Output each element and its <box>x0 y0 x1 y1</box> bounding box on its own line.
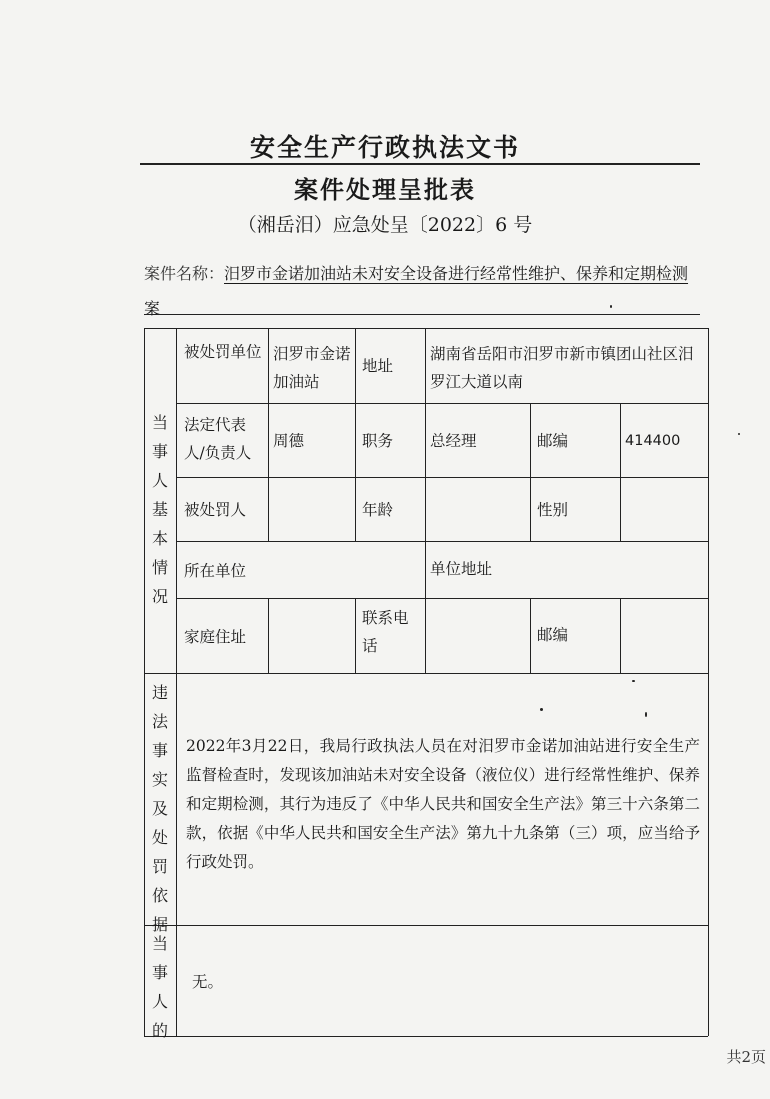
scan-speck <box>645 712 647 717</box>
table-border-top <box>144 328 708 329</box>
case-name-value: 汨罗市金诺加油站未对安全设备进行经常性维护、保养和定期检测 <box>224 264 689 283</box>
scan-speck <box>632 680 635 682</box>
address-label: 地址 <box>362 357 394 375</box>
row-divider <box>176 403 708 404</box>
position-value: 总经理 <box>430 432 477 450</box>
col-divider <box>268 598 269 673</box>
party-section-label: 当事人基本情况 <box>151 413 168 606</box>
postcode2-label: 邮编 <box>537 626 569 644</box>
case-name-label: 案件名称： <box>144 264 225 283</box>
punished-unit-value: 汨罗市金诺加油站 <box>273 345 351 391</box>
address-value: 湖南省岳阳市汨罗市新市镇团山社区汨罗江大道以南 <box>430 345 694 391</box>
col-divider <box>530 598 531 673</box>
page-count: 共2页 <box>726 1048 766 1066</box>
col-divider <box>425 328 426 673</box>
age-label: 年龄 <box>362 501 394 519</box>
section-column-divider <box>176 328 177 1036</box>
legal-rep-value: 周德 <box>273 432 305 450</box>
facts-text: 2022年3月22日，我局行政执法人员在对汨罗市金诺加油站进行安全生产监督检查时，发现该加油站未对安全设备（液位仪）进行经常性维护、保养和定期检测，其行为违反了《中华人民共和国安全生产法》第三十六条第二款，依据《中华人民共和国安全生产法》第九十九条第（三）项，应当给予行政处罚。 <box>186 737 700 871</box>
table-border-left <box>144 328 145 1036</box>
facts-section-label: 违法事实及处罚依据 <box>151 683 168 934</box>
document-title: 安全生产行政执法文书 <box>249 133 520 162</box>
scan-speck <box>610 305 612 308</box>
col-divider <box>355 328 356 541</box>
col-divider <box>620 403 621 541</box>
punished-unit-label: 被处罚单位 <box>184 343 262 361</box>
statement-text: 无。 <box>192 973 224 991</box>
punished-person-label: 被处罚人 <box>184 501 247 519</box>
row-divider <box>176 477 708 478</box>
row-divider <box>176 541 708 542</box>
legal-rep-label: 法定代表人/负责人 <box>184 416 252 462</box>
home-address-label: 家庭住址 <box>184 628 247 646</box>
scan-speck <box>738 433 740 435</box>
gender-label: 性别 <box>537 501 569 519</box>
col-divider <box>620 598 621 673</box>
scan-speck <box>540 708 543 711</box>
phone-label: 联系电话 <box>362 609 409 655</box>
row-divider <box>176 598 708 599</box>
col-divider <box>530 403 531 541</box>
form-title: 案件处理呈批表 <box>294 175 476 204</box>
section-divider <box>144 925 708 926</box>
table-border-bottom <box>144 1036 708 1037</box>
document-number: （湘岳汨）应急处呈〔2022〕6 号 <box>237 214 533 236</box>
employer-address-label: 单位地址 <box>430 560 493 578</box>
postcode-value: 414400 <box>625 433 681 449</box>
col-divider <box>268 328 269 541</box>
position-label: 职务 <box>362 432 394 450</box>
postcode-label: 邮编 <box>537 432 569 450</box>
employer-label: 所在单位 <box>184 562 247 580</box>
section-divider <box>144 673 708 674</box>
col-divider <box>355 598 356 673</box>
statement-section-label: 当事人的 <box>151 934 168 1040</box>
table-border-right <box>708 328 709 1036</box>
case-name-tail: 案 <box>144 299 161 318</box>
